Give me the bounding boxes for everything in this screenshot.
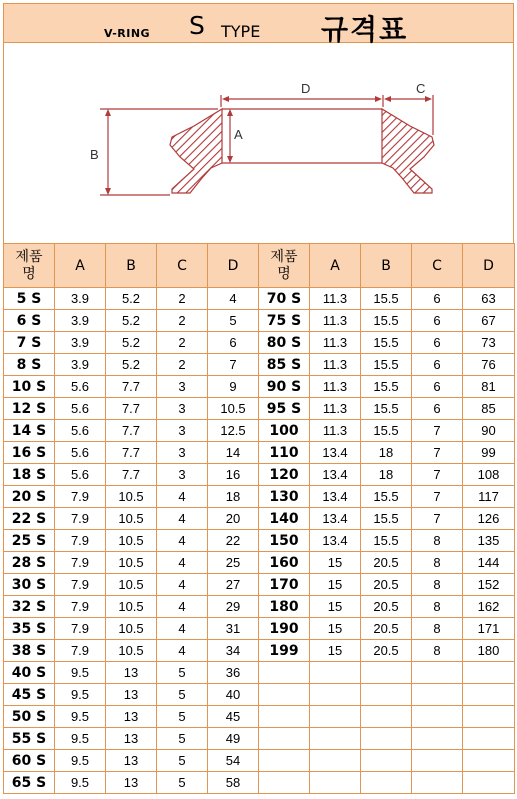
table-row [4, 442, 515, 464]
table-cell: 18 [361, 464, 412, 486]
table-cell: 16 S [4, 442, 55, 464]
table-cell: 10.5 [106, 596, 157, 618]
table-cell: 7 [412, 508, 463, 530]
table-cell: 9.5 [55, 662, 106, 684]
table-cell: 5 [157, 772, 208, 794]
table-cell: 2 [157, 310, 208, 332]
table-cell [463, 750, 515, 772]
table-cell: 20 [208, 508, 259, 530]
table-cell: 5 S [4, 288, 55, 310]
dim-label-a: A [234, 127, 243, 142]
table-cell: 7 [412, 420, 463, 442]
table-cell: 63 [463, 288, 515, 310]
table-cell: 11.3 [310, 332, 361, 354]
table-cell: 13 [106, 662, 157, 684]
table-cell: 14 S [4, 420, 55, 442]
table-row [4, 772, 515, 794]
table-row [4, 596, 515, 618]
left-seal-profile [170, 109, 222, 193]
table-cell: 11.3 [310, 398, 361, 420]
table-cell: 20.5 [361, 552, 412, 574]
table-cell: 34 [208, 640, 259, 662]
table-cell: 15.5 [361, 508, 412, 530]
column-header: B [106, 244, 157, 288]
table-cell: 171 [463, 618, 515, 640]
table-cell: 29 [208, 596, 259, 618]
table-cell [361, 662, 412, 684]
table-cell [463, 662, 515, 684]
table-header-row [4, 244, 515, 288]
table-row [4, 486, 515, 508]
dim-label-d: D [301, 81, 311, 96]
column-header: A [55, 244, 106, 288]
table-cell: 7.9 [55, 530, 106, 552]
table-cell: 15.5 [361, 332, 412, 354]
table-cell: 8 [412, 552, 463, 574]
table-cell [361, 772, 412, 794]
table-row [4, 332, 515, 354]
table-cell: 58 [208, 772, 259, 794]
table-cell: 50 S [4, 706, 55, 728]
table-cell: 7.9 [55, 552, 106, 574]
table-cell: 9.5 [55, 772, 106, 794]
column-header: D [463, 244, 515, 288]
table-cell: 7 [412, 464, 463, 486]
table-cell: 10 S [4, 376, 55, 398]
table-cell: 180 [259, 596, 310, 618]
table-cell: 6 [208, 332, 259, 354]
table-cell: 99 [463, 442, 515, 464]
table-cell: 7.7 [106, 442, 157, 464]
table-cell: 9 [208, 376, 259, 398]
table-cell: 5 [157, 684, 208, 706]
table-cell [361, 684, 412, 706]
table-cell: 3.9 [55, 310, 106, 332]
table-cell [361, 750, 412, 772]
table-cell [310, 706, 361, 728]
table-cell: 4 [208, 288, 259, 310]
column-header: 제품 명 [4, 244, 55, 288]
table-cell: 73 [463, 332, 515, 354]
table-cell: 15.5 [361, 486, 412, 508]
table-cell: 15.5 [361, 288, 412, 310]
table-cell: 15.5 [361, 354, 412, 376]
table-cell: 140 [259, 508, 310, 530]
table-cell: 10.5 [106, 574, 157, 596]
table-cell: 10.5 [106, 618, 157, 640]
table-cell: 9.5 [55, 750, 106, 772]
table-cell: 10.5 [106, 508, 157, 530]
table-cell: 8 [412, 640, 463, 662]
table-cell: 7.7 [106, 376, 157, 398]
table-cell [310, 772, 361, 794]
table-cell: 160 [259, 552, 310, 574]
table-cell: 11.3 [310, 420, 361, 442]
table-cell: 14 [208, 442, 259, 464]
table-cell: 5.6 [55, 420, 106, 442]
table-cell: 32 S [4, 596, 55, 618]
table-cell [361, 728, 412, 750]
table-cell: 81 [463, 376, 515, 398]
table-cell: 20.5 [361, 618, 412, 640]
table-cell: 85 [463, 398, 515, 420]
table-cell: 95 S [259, 398, 310, 420]
table-row [4, 728, 515, 750]
table-cell [310, 662, 361, 684]
table-cell: 15 [310, 552, 361, 574]
table-cell: 65 S [4, 772, 55, 794]
table-cell: 12.5 [208, 420, 259, 442]
diagram-area [3, 43, 514, 243]
table-cell: 38 S [4, 640, 55, 662]
table-cell [412, 706, 463, 728]
table-cell: 60 S [4, 750, 55, 772]
table-row [4, 354, 515, 376]
table-cell: 162 [463, 596, 515, 618]
table-cell: 10.5 [106, 530, 157, 552]
table-cell: 13.4 [310, 486, 361, 508]
table-cell: 15.5 [361, 398, 412, 420]
table-cell: 3 [157, 398, 208, 420]
table-cell: 30 S [4, 574, 55, 596]
table-cell: 7 [208, 354, 259, 376]
table-cell: 5.6 [55, 398, 106, 420]
table-cell: 7.7 [106, 464, 157, 486]
table-cell: 4 [157, 530, 208, 552]
table-row [4, 552, 515, 574]
table-cell: 3 [157, 464, 208, 486]
table-cell: 76 [463, 354, 515, 376]
table-cell: 7 [412, 442, 463, 464]
table-cell: 15 [310, 618, 361, 640]
table-cell: 15 [310, 640, 361, 662]
table-cell: 110 [259, 442, 310, 464]
table-cell: 144 [463, 552, 515, 574]
table-cell: 120 [259, 464, 310, 486]
title-type: TYPE [221, 22, 261, 41]
table-cell [259, 662, 310, 684]
table-cell [463, 706, 515, 728]
table-cell: 5 [157, 728, 208, 750]
table-row [4, 706, 515, 728]
table-cell: 135 [463, 530, 515, 552]
table-cell: 180 [463, 640, 515, 662]
table-cell: 18 [208, 486, 259, 508]
table-cell: 5.6 [55, 376, 106, 398]
table-cell: 7 [412, 486, 463, 508]
table-cell: 199 [259, 640, 310, 662]
table-cell: 10.5 [106, 552, 157, 574]
table-row [4, 288, 515, 310]
table-cell: 67 [463, 310, 515, 332]
table-row [4, 684, 515, 706]
table-cell: 130 [259, 486, 310, 508]
table-cell: 13.4 [310, 508, 361, 530]
table-row [4, 420, 515, 442]
table-cell [259, 706, 310, 728]
table-cell: 27 [208, 574, 259, 596]
table-cell: 2 [157, 288, 208, 310]
table-cell: 4 [157, 640, 208, 662]
table-cell: 9.5 [55, 728, 106, 750]
table-cell: 9.5 [55, 706, 106, 728]
table-cell: 3 [157, 376, 208, 398]
table-row [4, 640, 515, 662]
title-vring: V-RING [104, 27, 151, 40]
table-cell: 6 S [4, 310, 55, 332]
table-cell: 90 [463, 420, 515, 442]
table-cell: 4 [157, 574, 208, 596]
table-cell: 80 S [259, 332, 310, 354]
table-cell [463, 684, 515, 706]
table-row [4, 662, 515, 684]
table-row [4, 750, 515, 772]
table-cell: 9.5 [55, 684, 106, 706]
table-cell [259, 750, 310, 772]
table-cell: 8 [412, 574, 463, 596]
table-cell [310, 684, 361, 706]
table-cell: 15 [310, 596, 361, 618]
table-cell: 6 [412, 354, 463, 376]
table-cell: 20 S [4, 486, 55, 508]
dim-label-c: C [416, 81, 426, 96]
table-row [4, 398, 515, 420]
title-bar [3, 3, 514, 46]
table-cell: 2 [157, 354, 208, 376]
table-cell: 2 [157, 332, 208, 354]
table-cell: 152 [463, 574, 515, 596]
table-cell: 5 [157, 706, 208, 728]
table-row [4, 508, 515, 530]
table-cell: 5.2 [106, 354, 157, 376]
table-cell: 20.5 [361, 574, 412, 596]
table-cell: 8 [412, 596, 463, 618]
table-cell: 7.9 [55, 618, 106, 640]
table-row [4, 618, 515, 640]
table-row [4, 574, 515, 596]
table-cell: 5.2 [106, 310, 157, 332]
table-cell [412, 728, 463, 750]
table-cell: 6 [412, 376, 463, 398]
table-row [4, 310, 515, 332]
table-cell: 3 [157, 420, 208, 442]
table-cell: 11.3 [310, 354, 361, 376]
table-cell [259, 728, 310, 750]
table-cell: 6 [412, 288, 463, 310]
table-cell [259, 684, 310, 706]
table-cell: 8 [412, 618, 463, 640]
table-cell: 3.9 [55, 354, 106, 376]
table-cell: 4 [157, 486, 208, 508]
table-cell: 15.5 [361, 420, 412, 442]
table-cell: 6 [412, 332, 463, 354]
right-seal-profile [382, 109, 434, 193]
cross-section-diagram [4, 43, 515, 243]
table-cell: 126 [463, 508, 515, 530]
table-cell [412, 750, 463, 772]
table-cell: 7 S [4, 332, 55, 354]
table-cell: 12 S [4, 398, 55, 420]
table-cell: 15.5 [361, 376, 412, 398]
table-cell: 4 [157, 552, 208, 574]
table-cell [463, 772, 515, 794]
table-cell: 7.9 [55, 486, 106, 508]
table-row [4, 376, 515, 398]
table-cell [361, 706, 412, 728]
table-cell: 25 [208, 552, 259, 574]
table-cell: 5.2 [106, 332, 157, 354]
table-cell: 13 [106, 750, 157, 772]
table-cell: 85 S [259, 354, 310, 376]
table-cell: 117 [463, 486, 515, 508]
table-cell: 15 [310, 574, 361, 596]
table-cell: 55 S [4, 728, 55, 750]
table-cell: 31 [208, 618, 259, 640]
table-cell: 100 [259, 420, 310, 442]
table-cell: 70 S [259, 288, 310, 310]
table-cell: 28 S [4, 552, 55, 574]
table-cell: 13.4 [310, 442, 361, 464]
table-cell: 5 [157, 750, 208, 772]
table-cell: 7.7 [106, 420, 157, 442]
table-cell: 22 S [4, 508, 55, 530]
table-cell: 7.9 [55, 596, 106, 618]
table-cell: 4 [157, 596, 208, 618]
table-cell: 18 S [4, 464, 55, 486]
spec-table [3, 243, 515, 794]
table-cell: 190 [259, 618, 310, 640]
table-cell [463, 728, 515, 750]
title-series-letter: S [189, 11, 205, 40]
table-cell: 15.5 [361, 530, 412, 552]
table-cell [412, 662, 463, 684]
table-cell: 22 [208, 530, 259, 552]
table-cell: 25 S [4, 530, 55, 552]
table-cell: 5.2 [106, 288, 157, 310]
table-cell: 13 [106, 706, 157, 728]
table-cell: 45 S [4, 684, 55, 706]
table-cell: 11.3 [310, 376, 361, 398]
table-cell: 7.9 [55, 508, 106, 530]
table-cell: 5.6 [55, 464, 106, 486]
table-cell: 13.4 [310, 464, 361, 486]
table-cell: 170 [259, 574, 310, 596]
column-header: 제품 명 [259, 244, 310, 288]
table-cell: 13 [106, 772, 157, 794]
table-cell: 6 [412, 398, 463, 420]
table-cell: 11.3 [310, 310, 361, 332]
table-cell: 4 [157, 618, 208, 640]
table-row [4, 530, 515, 552]
table-cell: 75 S [259, 310, 310, 332]
dim-label-b: B [90, 147, 99, 162]
table-cell [259, 772, 310, 794]
table-cell: 7.9 [55, 640, 106, 662]
table-cell: 10.5 [106, 640, 157, 662]
table-cell: 11.3 [310, 288, 361, 310]
column-header: A [310, 244, 361, 288]
table-row [4, 464, 515, 486]
table-cell: 90 S [259, 376, 310, 398]
table-cell: 40 [208, 684, 259, 706]
table-cell: 35 S [4, 618, 55, 640]
column-header: C [157, 244, 208, 288]
table-cell: 8 [412, 530, 463, 552]
table-cell: 7.7 [106, 398, 157, 420]
table-cell: 18 [361, 442, 412, 464]
table-cell: 15.5 [361, 310, 412, 332]
table-cell [412, 772, 463, 794]
table-cell: 150 [259, 530, 310, 552]
table-cell: 7.9 [55, 574, 106, 596]
table-cell: 13.4 [310, 530, 361, 552]
table-cell: 4 [157, 508, 208, 530]
table-cell: 54 [208, 750, 259, 772]
table-cell: 3.9 [55, 332, 106, 354]
table-cell: 5 [157, 662, 208, 684]
column-header: B [361, 244, 412, 288]
table-cell: 6 [412, 310, 463, 332]
table-cell: 16 [208, 464, 259, 486]
table-cell: 3 [157, 442, 208, 464]
table-cell: 8 S [4, 354, 55, 376]
table-cell: 36 [208, 662, 259, 684]
table-cell: 13 [106, 684, 157, 706]
table-cell: 45 [208, 706, 259, 728]
table-body [4, 288, 515, 794]
title-spec-table: 규격표 [321, 13, 409, 46]
table-cell: 49 [208, 728, 259, 750]
table-cell: 40 S [4, 662, 55, 684]
table-cell: 5.6 [55, 442, 106, 464]
table-cell: 10.5 [208, 398, 259, 420]
table-cell: 10.5 [106, 486, 157, 508]
table-cell: 20.5 [361, 596, 412, 618]
table-cell: 3.9 [55, 288, 106, 310]
table-cell [412, 684, 463, 706]
table-cell: 20.5 [361, 640, 412, 662]
column-header: C [412, 244, 463, 288]
table-cell: 108 [463, 464, 515, 486]
column-header: D [208, 244, 259, 288]
table-cell: 5 [208, 310, 259, 332]
table-cell [310, 750, 361, 772]
table-cell [310, 728, 361, 750]
table-cell: 13 [106, 728, 157, 750]
